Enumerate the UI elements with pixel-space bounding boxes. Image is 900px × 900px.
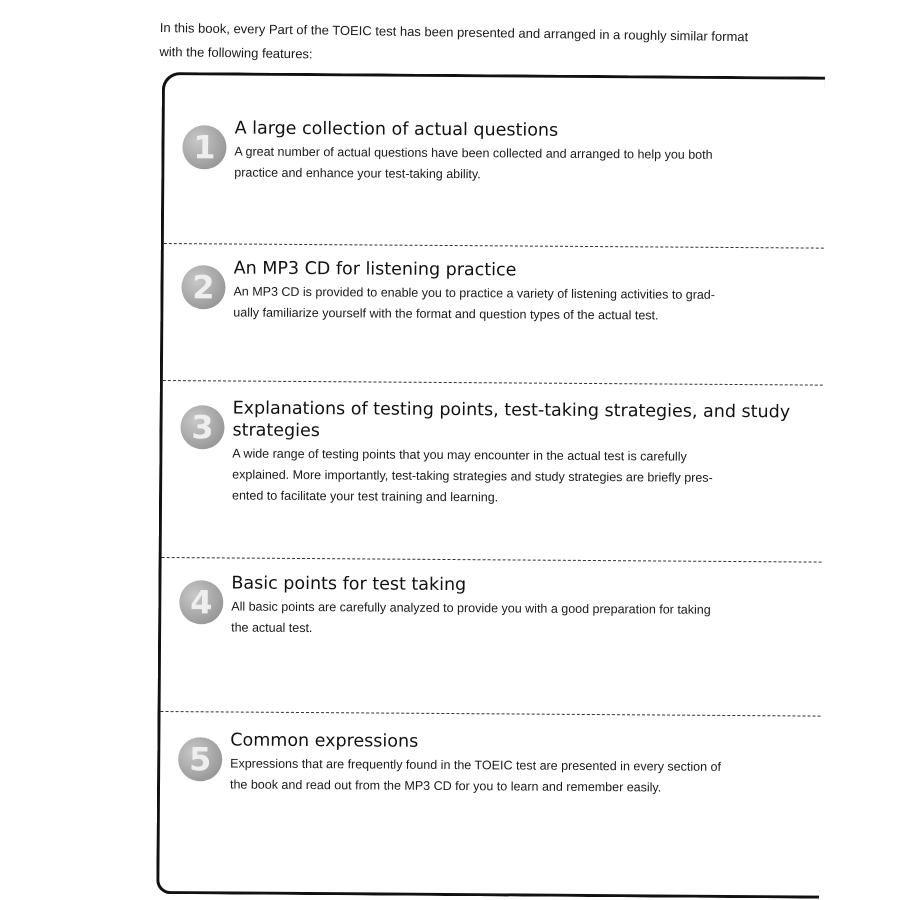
body-line: practice and enhance your test-taking ability. [234, 165, 481, 182]
feature-body [232, 444, 713, 510]
feature-2 [182, 258, 784, 323]
feature-body [231, 596, 711, 641]
title-line: strategies [232, 420, 320, 442]
feature-title: Common expressions [230, 730, 419, 752]
feature-body [230, 753, 721, 798]
body-line: the actual test. [231, 620, 313, 636]
intro-line: with the following features: [159, 43, 313, 62]
feature-title: A large collection of actual questions [234, 118, 559, 141]
title-line: Explanations of testing points, test-taking strategies, and study [232, 398, 791, 423]
number-5-icon: 5 [178, 737, 222, 781]
intro-paragraph [159, 16, 748, 73]
dashed-divider [164, 243, 824, 249]
body-line: A wide range of testing points that you may encounter in the actual test is carefully [232, 446, 687, 464]
body-line: explained. More importantly, test-taking strategies and study strategies are briefly pres- [232, 467, 713, 485]
feature-1 [183, 118, 785, 182]
body-line: All basic points are carefully analyzed to provide you with a good preparation for taking [231, 599, 711, 617]
feature-title: Basic points for test taking [231, 573, 467, 596]
body-line: Expressions that are frequently found in the TOEIC test are presented in every section of [230, 756, 722, 774]
number-1-icon: 1 [182, 125, 226, 169]
body-line: A great number of actual questions have been collected and arranged to help you both [234, 144, 713, 162]
feature-4 [179, 573, 781, 636]
number-2-icon: 2 [181, 265, 225, 309]
feature-title [232, 398, 790, 446]
feature-5 [178, 730, 780, 795]
dashed-divider [163, 380, 823, 386]
feature-title: An MP3 CD for listening practice [233, 258, 517, 281]
body-line: ually familiarize yourself with the format and question types of the actual test. [233, 305, 659, 323]
number-3-icon: 3 [180, 405, 224, 449]
body-line: An MP3 CD is provided to enable you to practice a variety of listening activities to grad- [233, 284, 716, 302]
body-line: the book and read out from the MP3 CD for you to learn and remember easily. [229, 777, 662, 795]
intro-line: In this book, every Part of the TOEIC test has been presented and arranged in a roughly similar format [159, 19, 749, 45]
dashed-divider [161, 711, 821, 717]
number-4-icon: 4 [179, 580, 223, 624]
feature-body [233, 282, 715, 327]
feature-body [234, 142, 712, 187]
dashed-divider [162, 557, 822, 563]
feature-3 [181, 398, 791, 505]
features-box [156, 72, 825, 899]
body-line: ented to facilitate your test training and learning. [231, 488, 499, 505]
